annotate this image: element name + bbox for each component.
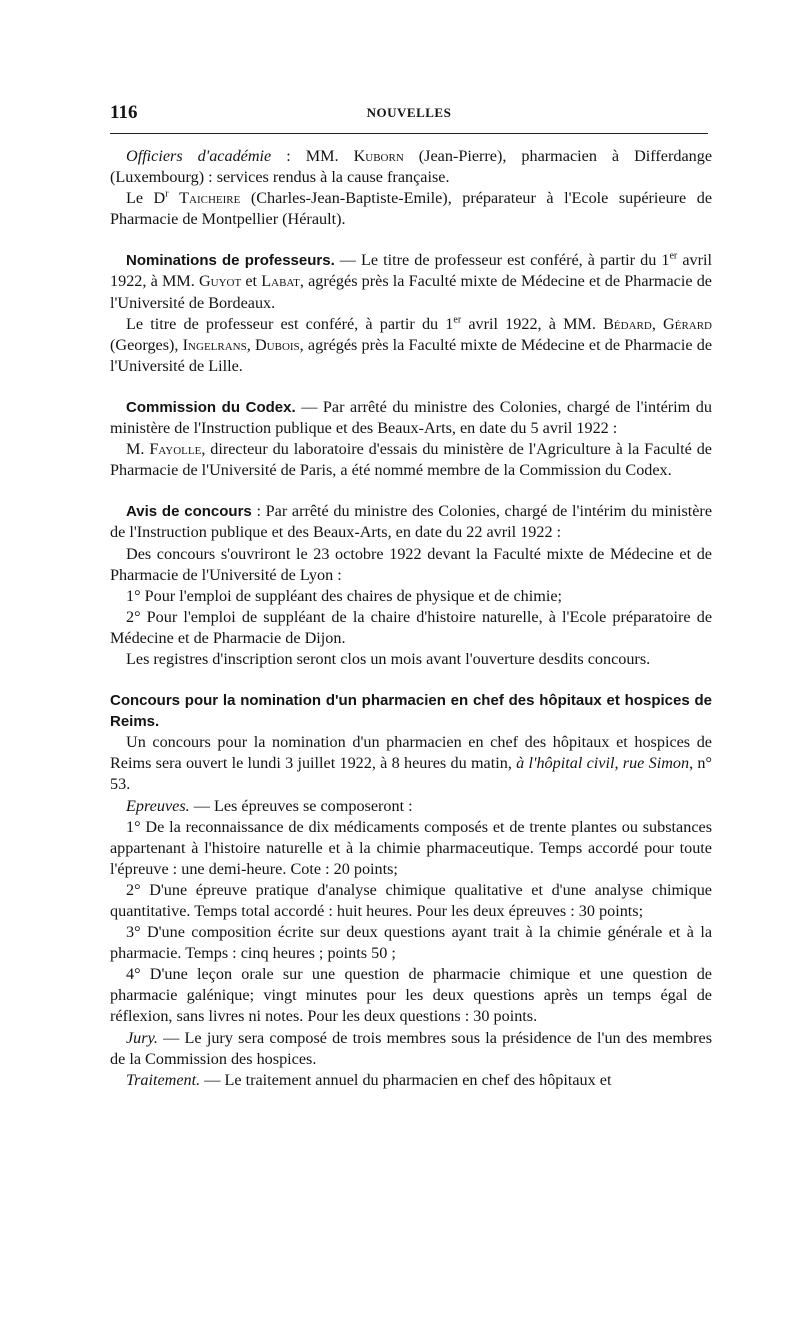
running-title: NOUVELLES xyxy=(366,105,452,120)
nominations2-text-b: avril 1922, à MM. xyxy=(461,314,604,333)
avis-item-1: 1° Pour l'emploi de suppléant des chaires de physique et de chimie; xyxy=(126,586,563,605)
nominations-paragraph-2 xyxy=(110,314,712,377)
avis-title: Avis de concours xyxy=(126,503,252,521)
jury-label: Jury. xyxy=(126,1028,158,1047)
nominations-text-a: — Le titre de professeur est conféré, à partir du 1 xyxy=(334,251,670,270)
officiers-title: Officiers d'académie xyxy=(126,147,272,165)
taicheire-text-b: (Charles-Jean-Baptiste-Emile), préparateur à l'Ecole supérieure de Pharmacie de Montpellier (Hérault). xyxy=(110,189,713,229)
nominations-text-c: et xyxy=(241,272,262,291)
nominations-text-b: avril 1922, à MM. xyxy=(110,251,712,291)
nominations-paragraph-1 xyxy=(110,250,712,313)
reims-title: Concours pour la nomination d'un pharmacien en chef des hôpitaux et hospices de Reims. xyxy=(110,692,712,731)
epreuve-item-4: 4° D'une leçon orale sur une question de pharmacie chimique et une question de pharmacie galénique; vingt minutes pour les deux questions après un temps égal de réflexion, sans livres ni notes. Pour les deux questions : 30 points. xyxy=(110,965,712,1026)
traitement-label: Traitement. xyxy=(126,1070,201,1089)
avis-paragraph-registres: Les registres d'inscription seront clos un mois avant l'ouverture desdits concours. xyxy=(126,649,651,668)
name-taicheire: Taicheire xyxy=(179,189,241,208)
doctor-sup: r xyxy=(165,188,169,200)
nominations2-text-a: Le titre de professeur est conféré, à partir du 1 xyxy=(126,314,454,333)
epreuve-item-1: 1° De la reconnaissance de dix médicaments composés et de trente plantes ou substances appartenant à l'histoire naturelle et à la chimie pharmaceutique. Temps accordé pour toute l'épreuve : une demi-heure. Cote : 20 points; xyxy=(110,817,712,878)
officiers-text-a: : MM. xyxy=(271,147,354,165)
header-rule xyxy=(110,133,708,134)
codex-text-a: M. xyxy=(126,440,150,459)
page-number: 116 xyxy=(110,102,138,123)
epreuves-label: Epreuves. xyxy=(126,796,190,815)
page-header xyxy=(110,102,708,124)
nominations-sup-1: er xyxy=(669,250,678,262)
avis-text-1: : Par arrêté du ministre des Colonies, chargé de l'intérim du ministère de l'Instruction publique et des Beaux-Arts, en date du 22 avril 1922 : xyxy=(110,502,713,542)
name-kuborn: Kuborn xyxy=(353,147,404,165)
epreuve-item-2: 2° D'une épreuve pratique d'analyse chimique qualitative et d'une analyse chimique quantitative. Temps total accordé : huit heures. Pour les deux épreuves : 30 points; xyxy=(110,880,712,920)
epreuves-paragraph xyxy=(110,796,712,817)
avis-paragraph-2: Des concours s'ouvriront le 23 octobre 1922 devant la Faculté mixte de Médecine et de Pharmacie de l'Université de Lyon : xyxy=(110,544,712,584)
codex-paragraph-2 xyxy=(110,439,712,481)
avis-item-2: 2° Pour l'emploi de suppléant de la chaire d'histoire naturelle, à l'Ecole préparatoire de Médecine et de Pharmacie de Dijon. xyxy=(110,607,712,647)
reims-text-b: , n° 53. xyxy=(110,754,712,794)
nominations2-text-f: , agrégés près la Faculté mixte de Médecine et de Pharmacie de l'Université de Lille. xyxy=(110,335,712,375)
codex-title: Commission du Codex. xyxy=(126,398,296,416)
nominations2-text-d: (Georges), xyxy=(110,335,183,354)
name-bedard: Bédard xyxy=(603,314,652,333)
traitement-text: — Le traitement annuel du pharmacien en chef des hôpitaux et xyxy=(200,1070,612,1089)
codex-text-b: , directeur du laboratoire d'essais du ministère de l'Agriculture à la Faculté de Pharmacie de l'Université de Paris, a été nommé membre de la Commission du Codex. xyxy=(110,440,712,480)
nominations-text-d: , agrégés près la Faculté mixte de Médecine et de Pharmacie de l'Université de Bordeaux. xyxy=(110,272,712,312)
taicheire-text-a: Le D xyxy=(126,189,166,208)
name-labat: Labat xyxy=(261,272,300,291)
name-ingelrans: Ingelrans xyxy=(182,335,247,354)
avis-paragraph-1 xyxy=(110,501,712,543)
name-guyot: Guyot xyxy=(198,272,242,291)
epreuves-text: — Les épreuves se composeront : xyxy=(189,796,413,815)
officiers-text-b: (Jean-Pierre), pharmacien à Differdange (Luxembourg) : services rendus à la cause française. xyxy=(110,147,712,187)
traitement-paragraph xyxy=(110,1070,712,1091)
reims-heading xyxy=(110,690,712,732)
name-dubois: Dubois xyxy=(254,335,300,354)
reims-text-a: Un concours pour la nomination d'un pharmacien en chef des hôpitaux et hospices de Reims sera ouvert le lundi 3 juillet 1922, à 8 heures du matin, xyxy=(110,733,712,773)
epreuve-item-3: 3° D'une composition écrite sur deux questions ayant trait à la chimie générale et à la pharmacie. Temps : cinq heures ; points 50 ; xyxy=(110,923,712,963)
body-text xyxy=(110,146,712,1091)
codex-text-1: — Par arrêté du ministre des Colonies, chargé de l'intérim du ministère de l'Instruction publique et des Beaux-Arts, en date du 5 avril 1922 : xyxy=(110,397,712,438)
reims-location: à l'hôpital civil, rue Simon xyxy=(516,754,690,773)
officiers-paragraph xyxy=(110,146,712,188)
name-gerard: Gérard xyxy=(663,314,713,333)
reims-paragraph-1 xyxy=(110,732,712,795)
nominations-sup-2: er xyxy=(453,314,462,326)
jury-paragraph xyxy=(110,1028,712,1070)
nominations-title: Nominations de professeurs. xyxy=(126,252,335,270)
nominations2-text-e: , xyxy=(246,335,255,354)
name-fayolle: Fayolle xyxy=(149,440,202,459)
codex-paragraph-1 xyxy=(110,397,712,439)
taicheire-paragraph xyxy=(110,188,712,230)
jury-text: — Le jury sera composé de trois membres sous la présidence de l'un des membres de la Commission des hospices. xyxy=(110,1028,712,1068)
nominations2-text-c: , xyxy=(651,314,664,333)
